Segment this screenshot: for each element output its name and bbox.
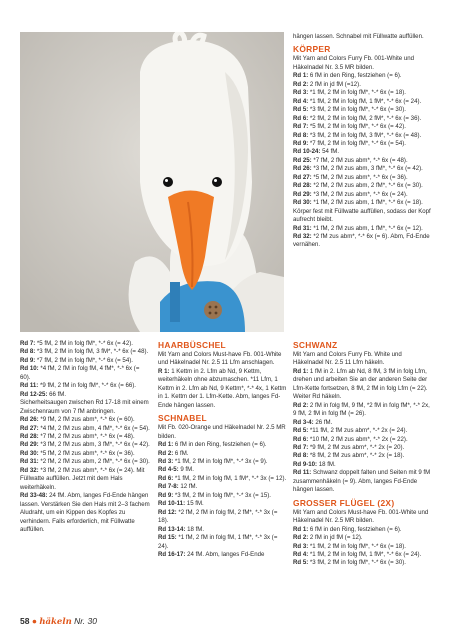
instruction-row (293, 461, 433, 469)
row-label: Rd 28: (20, 432, 39, 440)
row-text: *3 fM, 2 fM in folg fM*, *-* 3x (= 15). (173, 491, 271, 499)
section-material-text: Mit Yarn and Colors Furry Fb. White und Häkelnadel Nr. 2.5 11 Lfm häkeln. (293, 351, 402, 367)
instruction-row (293, 526, 433, 534)
row-text: 66 fM. (47, 390, 67, 398)
instruction-row (293, 182, 433, 190)
row-label: Rd 3-4: (293, 418, 314, 426)
row-label: Rd 30: (293, 199, 312, 207)
row-text: *3 fM, 2 fM in folg fM, 3 fM*, *-* 6x (= 48). (308, 131, 422, 139)
instruction-row (293, 551, 433, 559)
instruction-row (293, 534, 433, 542)
row-text: *7 fM, 2 fM zus abm*, *-* 6x (= 48). (311, 156, 408, 164)
instruction-row (20, 391, 151, 399)
row-label: Rd 9: (20, 356, 36, 364)
instruction-row (158, 441, 289, 449)
row-text: *1 fM, 2 fM in folg fM*, *-* 6x (= 18). (308, 89, 406, 97)
instruction-row (293, 419, 433, 427)
instruction-row (293, 81, 433, 89)
row-label: Rd 7-8: (158, 483, 179, 491)
row-text: *1 fM, 2 fM zus abm, 1 fM*, *-* 6x (= 12). (311, 224, 423, 232)
row-text: *3 fM, 2 fM zus abm*, *-* 6x (= 24). Mit Füllwatte auffüllen. Jetzt mit dem Hals weiterhäkeln. (20, 466, 145, 491)
row-label: Rd 10: (20, 365, 39, 373)
row-text: *2 fM, 2 fM zus abm, 2 fM*, *-* 6x (= 30). (311, 182, 423, 190)
row-label: Rd 25: (293, 156, 312, 164)
row-label: Rd 32: (293, 232, 312, 240)
page-number: 58 (20, 616, 30, 626)
instruction-row (158, 483, 289, 491)
instruction-row (293, 157, 433, 165)
section-heading-haarbueschel: HAARBÜSCHEL (158, 340, 226, 350)
row-label: Rd 2: (293, 534, 309, 542)
instruction-row (293, 165, 433, 173)
section-material-text: Mit Yarn and Colors Furry Fb. 001-White und Häkelnadel Nr. 3.5 MR bilden. (293, 55, 415, 71)
instruction-row (20, 348, 151, 356)
instruction-row (293, 106, 433, 114)
instruction-row (158, 458, 289, 466)
row-text: *5 fM, 2 fM in folg fM*, *-* 6x (= 42). (308, 123, 406, 131)
row-label: Rd 26: (20, 416, 39, 424)
row-text: *2 fM, 2 fM in folg fM, 2 fM*, *-* 3x (= 18). (158, 508, 278, 525)
instruction-rows (158, 368, 289, 410)
instruction-row (293, 199, 433, 224)
row-text: Sicherheitsaugen zwischen Rd 17-18 mit einem Zwischenraum von 7 fM anbringen. (20, 399, 149, 415)
row-text: 6 fM in den Ring, festziehen (= 6). (308, 72, 402, 80)
row-text: 26 fM. (313, 418, 333, 426)
row-text: *7 fM, 2 fM in folg fM*, *-* 6x (= 54). (308, 139, 406, 147)
row-text: *1 fM, 2 fM zus abm, 1 fM*, *-* 6x (= 18). Körper fest mit Füllwatte auffüllen, sodass der Kopf aufrecht bleibt. (293, 199, 431, 224)
row-label: Rd 2: (293, 401, 309, 409)
instruction-row (20, 433, 151, 441)
instruction-rows (293, 368, 433, 495)
instruction-rows (293, 526, 433, 568)
row-text: *2 fM zus abm*, *-* 6x (= 6). Abm, Fd-Ende vernähen. (293, 232, 430, 249)
row-label: Rd 29: (293, 190, 312, 198)
row-label: Rd 16-17: (158, 550, 186, 558)
instruction-row (293, 233, 433, 250)
row-label: Rd 28: (293, 182, 312, 190)
row-label: Rd 30: (20, 449, 39, 457)
section-heading-koerper: KÖRPER (293, 44, 331, 55)
row-label: Rd 29: (20, 441, 39, 449)
row-label: Rd 4-5: (158, 466, 179, 474)
instruction-row (293, 148, 433, 156)
row-text: 54 fM. (320, 148, 340, 156)
instruction-row (20, 441, 151, 449)
row-label: Rd 12-25: (20, 390, 48, 398)
row-label: Rd 3: (293, 89, 309, 97)
instruction-row (158, 466, 289, 474)
row-text: 18 fM. (317, 460, 336, 468)
row-label: Rd 10-11: (158, 500, 186, 508)
right-column-bottom (293, 340, 433, 568)
row-label: Rd 31: (293, 224, 312, 232)
beak-continuation-text: hängen lassen. Schnabel mit Füllwatte auffüllen. (293, 33, 424, 40)
row-label: Rd 2: (293, 80, 309, 88)
row-label: Rd 1: (293, 72, 309, 80)
instruction-row (293, 543, 433, 551)
row-text: Schwanz doppelt falten und Seiten mit 9 fM zusammenhäkeln (= 9). Abm, langes Fd-Ende hängen lassen. (293, 469, 431, 494)
row-label: Rd 7: (20, 340, 36, 347)
instruction-row (293, 98, 433, 106)
row-text: *2 fM, 2 fM in folg fM, 2 fM*, *-* 6x (= 36). (308, 114, 422, 122)
row-label: R 1: (158, 367, 170, 375)
row-text: *4 fM, 2 fM zus abm, 4 fM*, *-* 6x (= 54). (38, 424, 150, 432)
instruction-row (293, 469, 433, 494)
row-text: *1 fM, 2 fM in folg fM, 1 fM*, *-* 3x (= 24). (158, 534, 278, 550)
row-label: Rd 3: (158, 457, 174, 465)
instruction-row (158, 500, 289, 508)
row-text: *7 fM, 2 fM zus abm*, *-* 6x (= 48). (38, 432, 135, 440)
row-label: Rd 7: (293, 123, 309, 131)
issue-number: Nr. 30 (74, 616, 97, 626)
row-label: Rd 13-14: (158, 525, 186, 533)
row-label: Rd 9: (293, 139, 309, 147)
row-label: Rd 5: (293, 427, 309, 435)
row-label: Rd 15: (158, 534, 177, 542)
section-material-text: Mit Yarn and Colors Must-have Fb. 001-White und Häkelnadel Nr. 2.5 11 Lfm anschlagen. (158, 351, 282, 367)
row-text: *5 fM, 2 fM zus abm*, *-* 6x (= 36). (38, 449, 135, 457)
instruction-row (20, 357, 151, 365)
row-text: 24 fM. Abm, langes Fd-Ende hängen lassen. Verstärken Sie den Hals mit 2–3 fachem Aludraht, um ein Kippen des Kopfes zu verhindern. Falls erforderlich, mit Füllwatte auffüllen. (20, 492, 150, 533)
section-heading-grosser-fluegel: GROSSER FLÜGEL (2X) (293, 497, 395, 508)
row-text: *1 fM, 2 fM in folg fM*, *-* 3x (= 9). (173, 457, 268, 465)
row-label: Rd 11: (293, 469, 312, 477)
row-text: *1 fM, 2 fM in folg fM, 1 fM*, *-* 6x (= 24). (308, 97, 422, 105)
row-text: *10 fM, 2 fM zus abm*, *-* 2x (= 22). (308, 435, 408, 443)
row-text: *3 fM, 2 fM zus abm, 3 fM*, *-* 6x (= 42). (38, 441, 150, 449)
instruction-row (20, 416, 151, 424)
stork-illustration (20, 32, 284, 332)
row-label: Rd 3: (293, 542, 309, 550)
row-label: Rd 33-48: (20, 492, 48, 500)
row-label: Rd 32: (20, 466, 39, 474)
row-text: 9 fM. (178, 466, 194, 474)
page-footer (20, 616, 97, 627)
instruction-row (20, 340, 151, 348)
row-text: *9 fM, 2 fM in folg fM*, *-* 6x (= 66). (38, 382, 136, 390)
row-text: *1 fM, 2 fM in folg fM, 1 fM*, *-* 3x (= 12). (173, 474, 287, 482)
row-label: Rd 26: (293, 165, 312, 173)
row-text: *1 fM, 2 fM in folg fM*, *-* 6x (= 18). (308, 542, 406, 550)
section-heading-schwanz: SCHWANZ (293, 340, 338, 350)
footer-separator-icon: ● (31, 616, 37, 626)
instruction-row (20, 425, 151, 433)
instruction-rows (20, 340, 151, 534)
instruction-row (20, 492, 151, 534)
row-label: Rd 1: (293, 525, 309, 533)
row-text: *9 fM, 2 fM zus abm*, *-* 6x (= 60). (38, 416, 135, 424)
row-label: Rd 1: (158, 441, 174, 449)
instruction-row (293, 225, 433, 233)
row-text: *8 fM, 2 fM zus abm*, *-* 2x (= 18). (308, 452, 405, 460)
row-text: 1 fM in 2. Lfm ab Nd, 8 fM, 3 fM in folg Lfm, drehen und arbeiten Sie an der anderen Seite der Lfm-Kette fortsetzen, 8 fM, 2 fM in folg Lfm (= 22). Weiter Rd häkeln. (293, 367, 428, 401)
instruction-row (158, 551, 289, 559)
row-label: Rd 5: (293, 559, 309, 567)
instruction-rows (158, 441, 289, 559)
instruction-row (293, 427, 433, 435)
crochet-stork-photo (20, 32, 284, 332)
row-text: *4 fM, 2 fM in folg fM, 4 fM*, *-* 6x (= 60). (20, 365, 140, 381)
row-text: 15 fM. (185, 500, 204, 508)
row-text: *5 fM, 2 fM zus abm*, *-* 6x (= 36). (311, 173, 408, 181)
row-text: *3 fM, 2 fM in folg fM*, *-* 6x (= 30). (308, 106, 406, 114)
row-text: *9 fM, 2 fM zus abm*, *-* 2x (= 20). (308, 443, 405, 451)
instruction-row (293, 132, 433, 140)
row-label: Rd 11: (20, 382, 39, 390)
row-label: Rd 31: (20, 458, 39, 466)
instruction-row (293, 436, 433, 444)
row-text: 24 fM. Abm, langes Fd-Ende (185, 550, 265, 558)
row-label: Rd 6: (293, 435, 309, 443)
row-text: 2 fM in folg fM, 9 fM, *2 fM in folg fM*, *-* 2x, 9 fM, 2 fM in folg fM (= 26). (293, 401, 430, 418)
magazine-name: häkeln (39, 617, 72, 627)
row-text: 6 fM. (173, 449, 189, 457)
row-label: Rd 1: (293, 367, 309, 375)
row-label: Rd 7: (293, 443, 309, 451)
row-label: Rd 9-10: (293, 460, 318, 468)
instruction-row (158, 368, 289, 410)
instruction-row (293, 174, 433, 182)
instruction-row (293, 191, 433, 199)
row-text: *3 fM, 2 fM zus abm, 3 fM*, *-* 6x (= 42). (311, 165, 423, 173)
instruction-row (293, 452, 433, 460)
instruction-row (293, 140, 433, 148)
instruction-row (20, 365, 151, 382)
instruction-row (293, 89, 433, 97)
row-text: *2 fM, 2 fM zus abm, 2 fM*, *-* 6x (= 30). (38, 458, 150, 466)
instruction-row (293, 402, 433, 419)
instruction-rows (293, 72, 433, 250)
row-label: Rd 27: (20, 424, 39, 432)
row-text: 2 fM in jd fM (= 12). (308, 534, 363, 542)
right-column-top (293, 33, 433, 250)
row-label: Rd 8: (293, 131, 309, 139)
instruction-row (20, 450, 151, 458)
instruction-row (158, 450, 289, 458)
row-text: *3 fM, 2 fM in folg fM, 3 fM*, *-* 6x (= 48). (35, 348, 149, 356)
row-label: Rd 10-24: (293, 148, 321, 156)
row-text: 1 Kettm in 2. Lfm ab Nd, 9 Kettm, weiterhäkeln ohne abzumaschen. *11 Lfm, 1 Kettm in 2. Lfm ab Nd, 9 Kettm*, *-* 4x, 1 Kettm in 1. Kettm der 1. Lfm-Kette. Abm, langes Fd-Ende hängen lassen. (158, 367, 287, 409)
row-label: Rd 27: (293, 173, 312, 181)
instruction-row (293, 444, 433, 452)
row-label: Rd 8: (293, 452, 309, 460)
row-text: 6 fM in den Ring, festziehen (= 6). (173, 441, 267, 449)
instruction-row (158, 509, 289, 526)
row-text: 6 fM in den Ring, festziehen (= 6). (308, 525, 402, 533)
row-text: *5 fM, 2 fM in folg fM*, *-* 6x (= 42). (35, 340, 133, 347)
section-heading-schnabel: SCHNABEL (158, 413, 207, 424)
instruction-row (293, 559, 433, 567)
section-material-text: Mit Yarn and Colors Must-have Fb. 001-White und Häkelnadel Nr. 2.5 MR bilden. (293, 508, 429, 525)
instruction-row (158, 475, 289, 483)
row-label: Rd 2: (158, 449, 174, 457)
left-column (20, 340, 151, 534)
instruction-row (293, 72, 433, 80)
row-text: 18 fM. (185, 525, 205, 533)
row-label: Rd 8: (20, 348, 36, 356)
section-material-text: Mit Fb. 020-Orange und Häkelnadel Nr. 2.5 MR bilden. (158, 424, 286, 440)
instruction-row (158, 492, 289, 500)
row-label: Rd 12: (158, 508, 177, 516)
instruction-row (158, 534, 289, 551)
row-label: Rd 4: (293, 550, 309, 558)
instruction-row (293, 115, 433, 123)
row-label: Rd 6: (158, 474, 174, 482)
instruction-row (158, 526, 289, 534)
row-text: *3 fM, 2 fM in folg fM*, *-* 6x (= 30). (308, 559, 406, 567)
row-text: *1 fM, 2 fM in folg fM, 1 fM*, *-* 6x (= 24). (308, 550, 422, 558)
instruction-row (20, 399, 151, 416)
row-text: 12 fM. (178, 483, 198, 491)
instruction-row (293, 368, 433, 402)
row-text: *11 fM, 2 fM zus abm*, *-* 2x (= 24). (308, 427, 408, 435)
row-text: 2 fM in jd fM (=12). (308, 80, 361, 88)
row-label: Rd 6: (293, 114, 309, 122)
instruction-row (20, 382, 151, 390)
row-label: Rd 9: (158, 491, 174, 499)
instruction-row (20, 467, 151, 492)
row-text: *7 fM, 2 fM in folg fM*, *-* 6x (= 54). (35, 356, 133, 364)
instruction-row (20, 458, 151, 466)
row-label: Rd 4: (293, 97, 309, 105)
middle-column (158, 340, 289, 559)
row-text: *3 fM, 2 fM zus abm*, *-* 6x (= 24). (311, 190, 408, 198)
row-label: Rd 5: (293, 106, 309, 114)
instruction-row (293, 123, 433, 131)
